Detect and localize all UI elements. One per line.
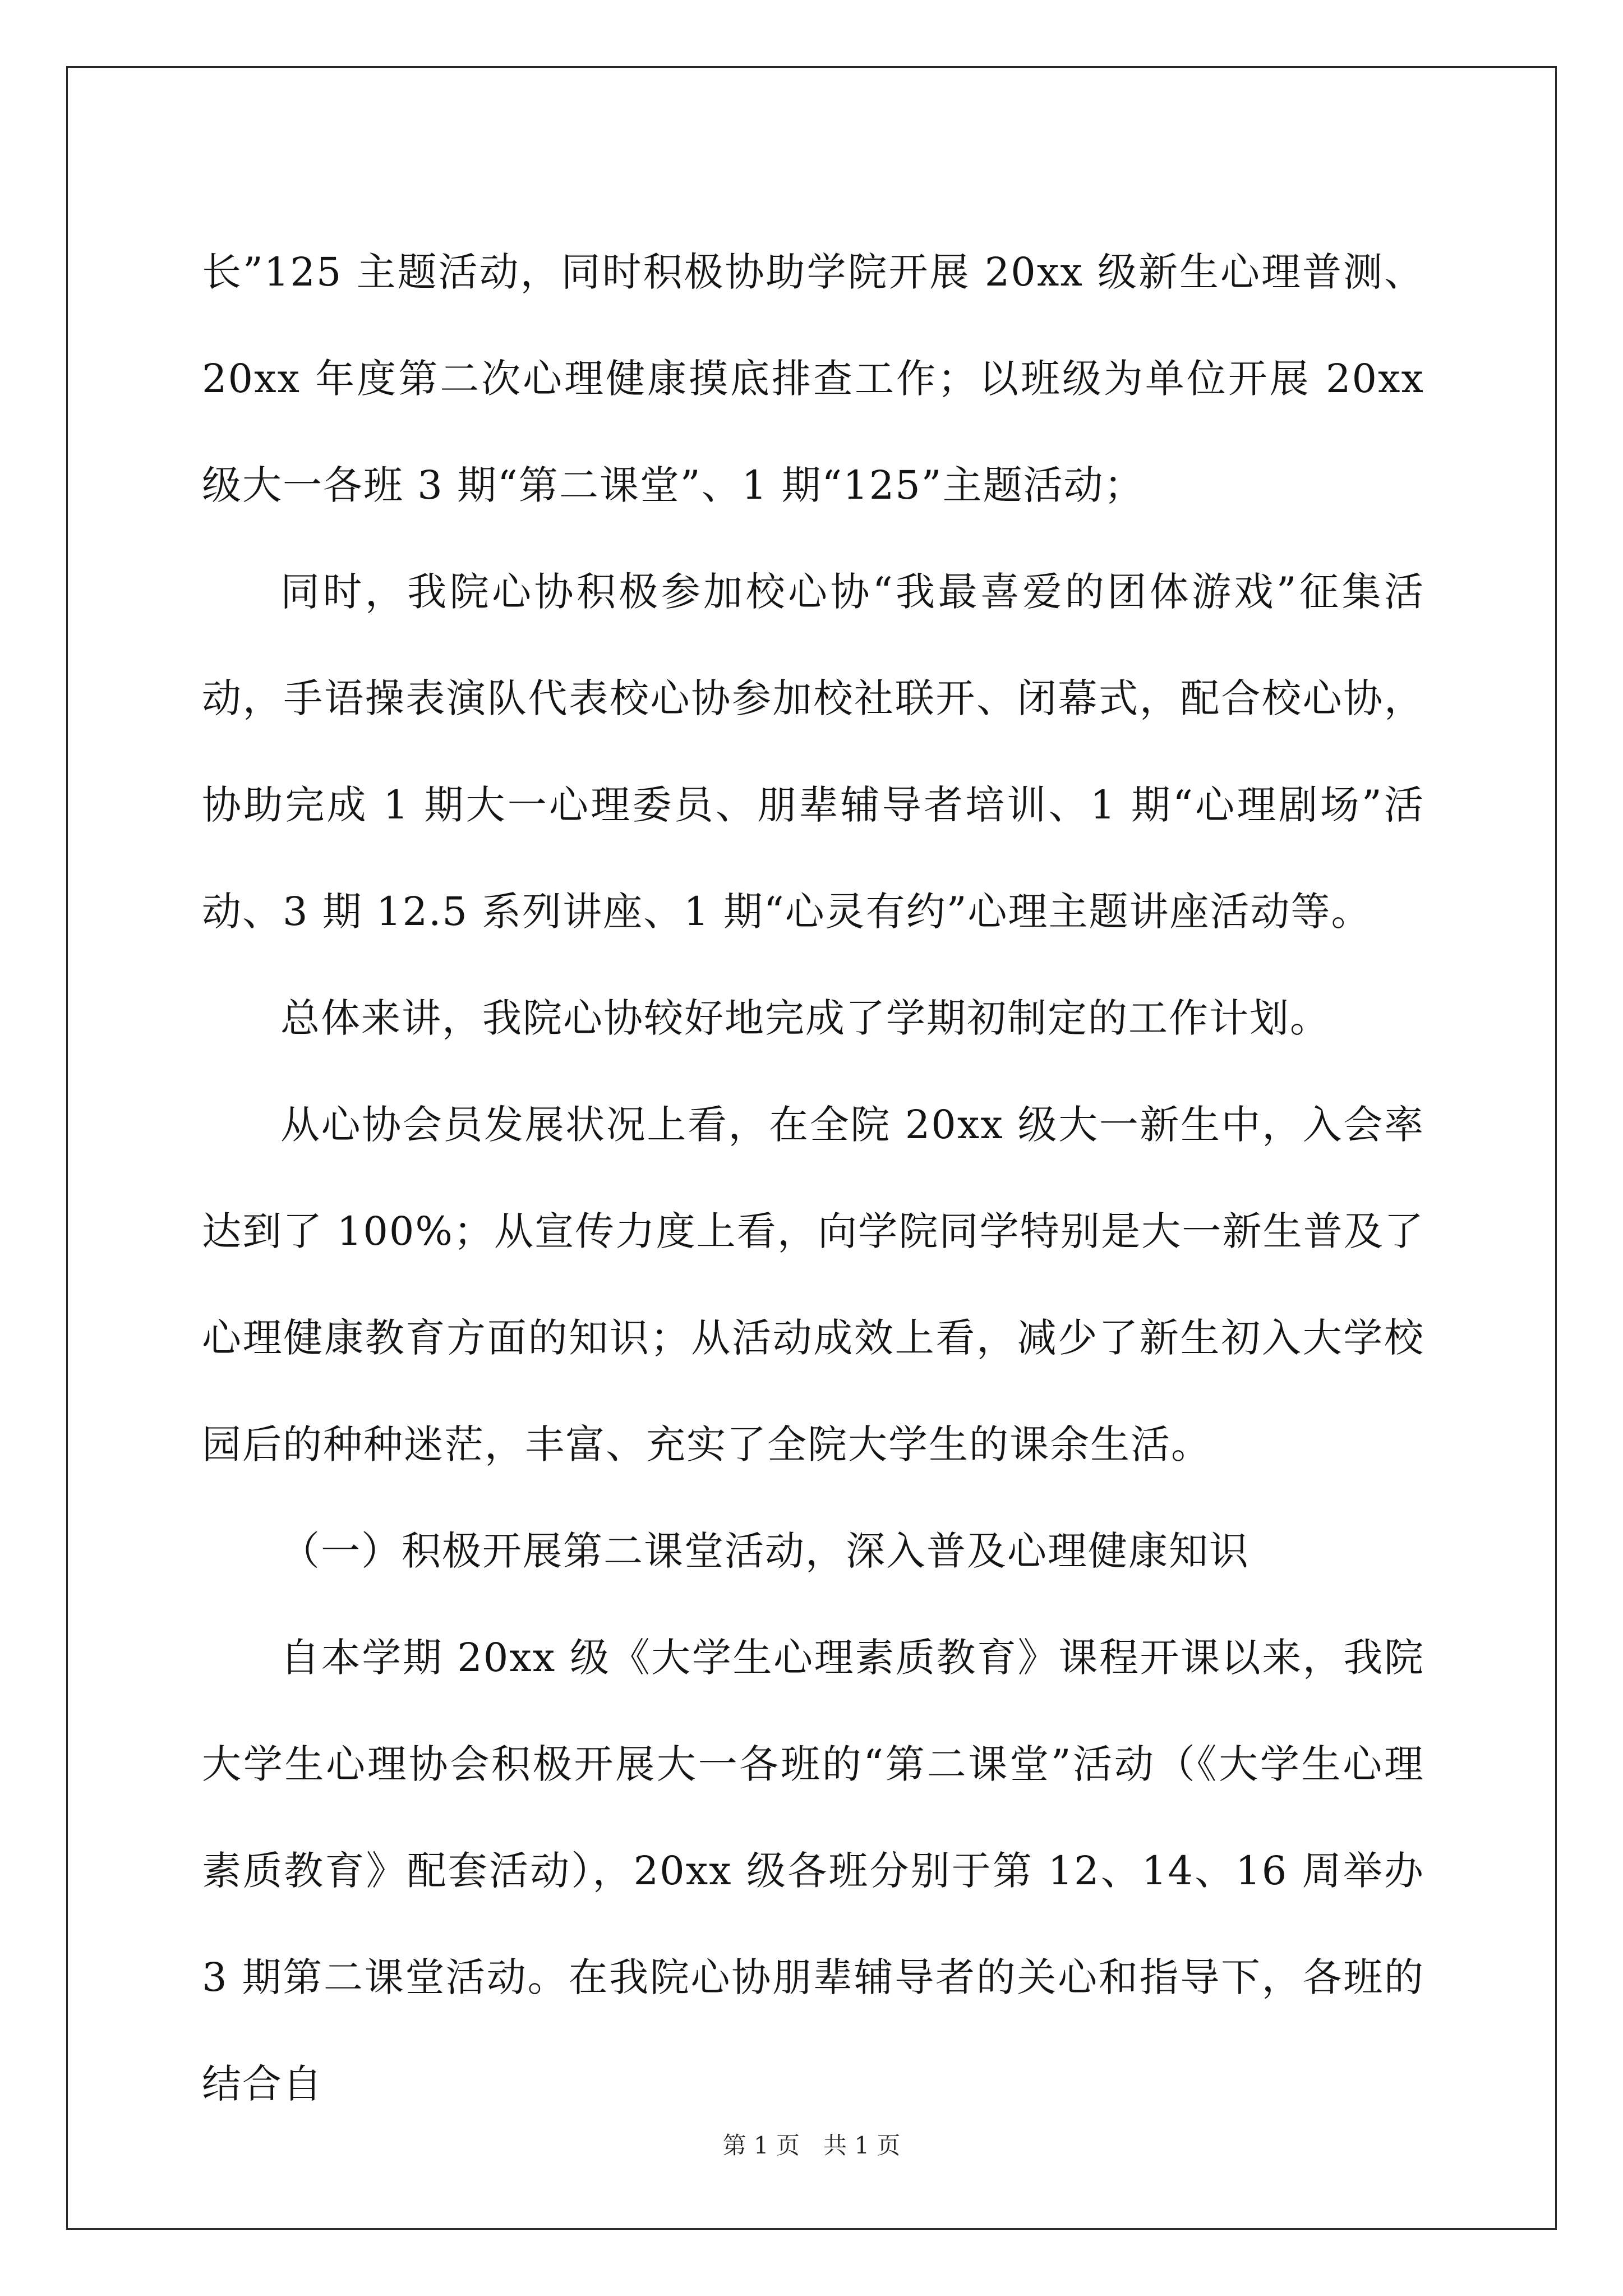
page-number-footer: 第 1 页 共 1 页 xyxy=(722,2132,901,2159)
section-heading: （一）积极开展第二课堂活动，深入普及心理健康知识 xyxy=(280,1528,1249,1574)
document-body xyxy=(202,219,1424,2137)
paragraph-5: 自本学期 20xx 级《大学生心理素质教育》课程开课以来，我院大学生心理协会积极开展大一各班的“第二课堂”活动（《大学生心理素质教育》配套活动），20xx 级各班分别于第 12、14、16 周举办 3 期第二课堂活动。在我院心协朋辈辅导者的关心和指导下，各班的结合自 xyxy=(202,1635,1424,2107)
paragraph-4: 从心协会员发展状况上看，在全院 20xx 级大一新生中，入会率达到了 100%；从宣传力度上看，向学院同学特别是大一新生普及了心理健康教育方面的知识；从活动成效上看，减少了新生初入大学校园后的种种迷茫，丰富、充实了全院大学生的课余生活。 xyxy=(202,1102,1424,1467)
paragraph-3: 总体来讲，我院心协较好地完成了学期初制定的工作计划。 xyxy=(280,995,1330,1041)
paragraph-1: 长”125 主题活动，同时积极协助学院开展 20xx 级新生心理普测、20xx 年度第二次心理健康摸底排查工作；以班级为单位开展 20xx 级大一各班 3 期“第二课堂”、1 期“125”主题活动； xyxy=(202,249,1424,508)
paragraph-2: 同时，我院心协积极参加校心协“我最喜爱的团体游戏”征集活动，手语操表演队代表校心协参加校社联开、闭幕式，配合校心协，协助完成 1 期大一心理委员、朋辈辅导者培训、1 期“心理剧场”活动、3 期 12.5 系列讲座、1 期“心灵有约”心理主题讲座活动等。 xyxy=(202,569,1424,935)
